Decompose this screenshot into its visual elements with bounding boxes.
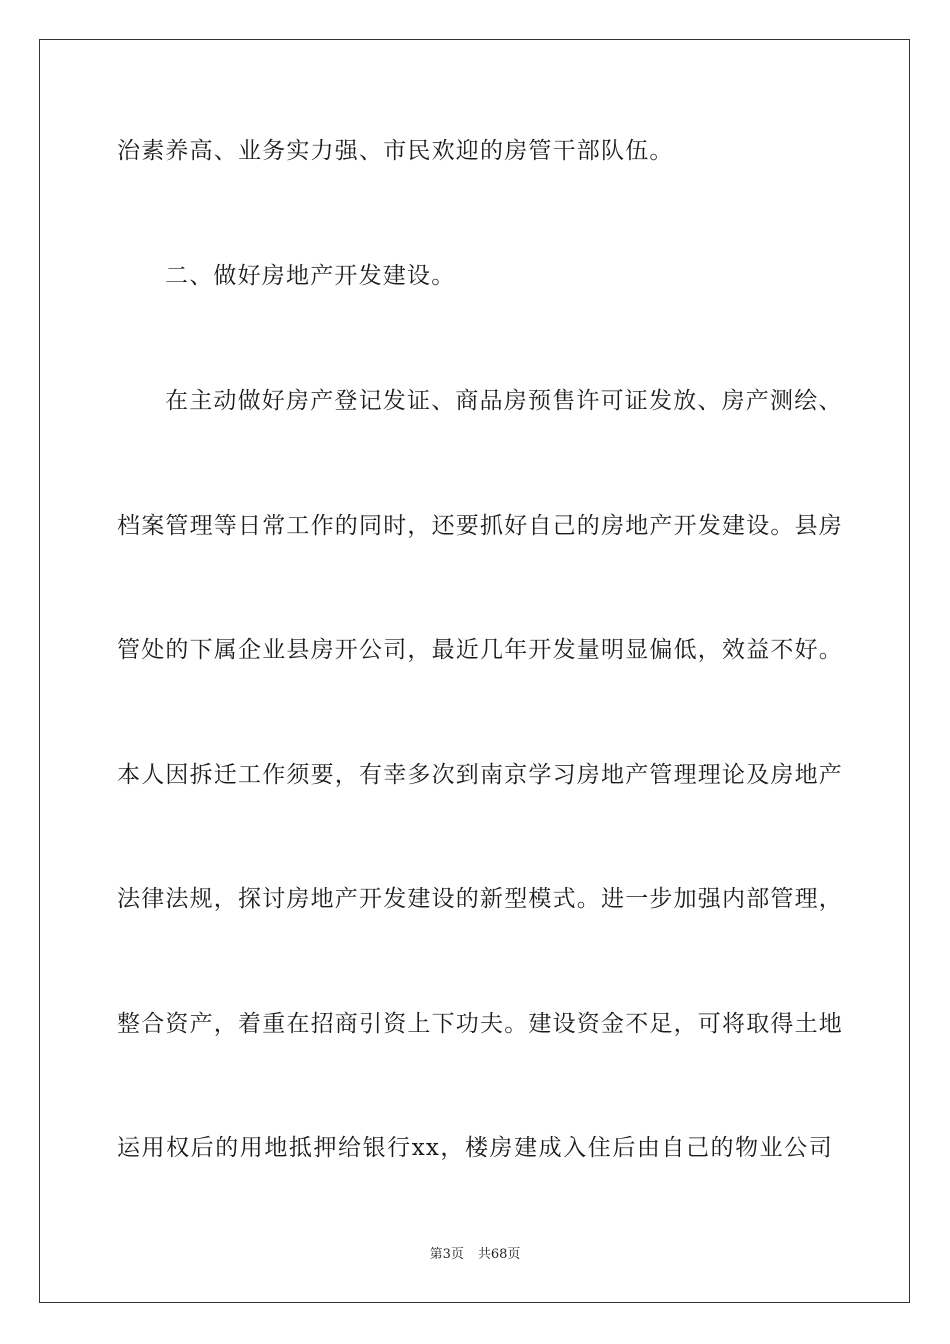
text-line-9: 运用权后的用地抵押给银行xx，楼房建成入住后由自己的物业公司 [117, 1135, 833, 1161]
page-total: 共68页 [477, 1247, 521, 1262]
text-line-6: 本人因拆迁工作须要，有幸多次到南京学习房地产管理理论及房地产 [117, 762, 843, 788]
page-footer [0, 1246, 950, 1264]
text-line-4: 档案管理等日常工作的同时，还要抓好自己的房地产开发建设。县房 [117, 513, 843, 539]
text-line-7: 法律法规，探讨房地产开发建设的新型模式。进一步加强内部管理， [117, 886, 843, 912]
page-number: 第3页 [429, 1247, 464, 1262]
section-heading: 二、做好房地产开发建设。 [165, 263, 456, 289]
page-frame [39, 39, 910, 1303]
text-line-5: 管处的下属企业县房开公司，最近几年开发量明显偏低，效益不好。 [117, 637, 843, 663]
text-line-3: 在主动做好房产登记发证、商品房预售许可证发放、房产测绘、 [165, 388, 843, 414]
text-line-1: 治素养高、业务实力强、市民欢迎的房管干部队伍。 [117, 138, 674, 164]
text-line-8: 整合资产，着重在招商引资上下功夫。建设资金不足，可将取得土地 [117, 1011, 843, 1037]
